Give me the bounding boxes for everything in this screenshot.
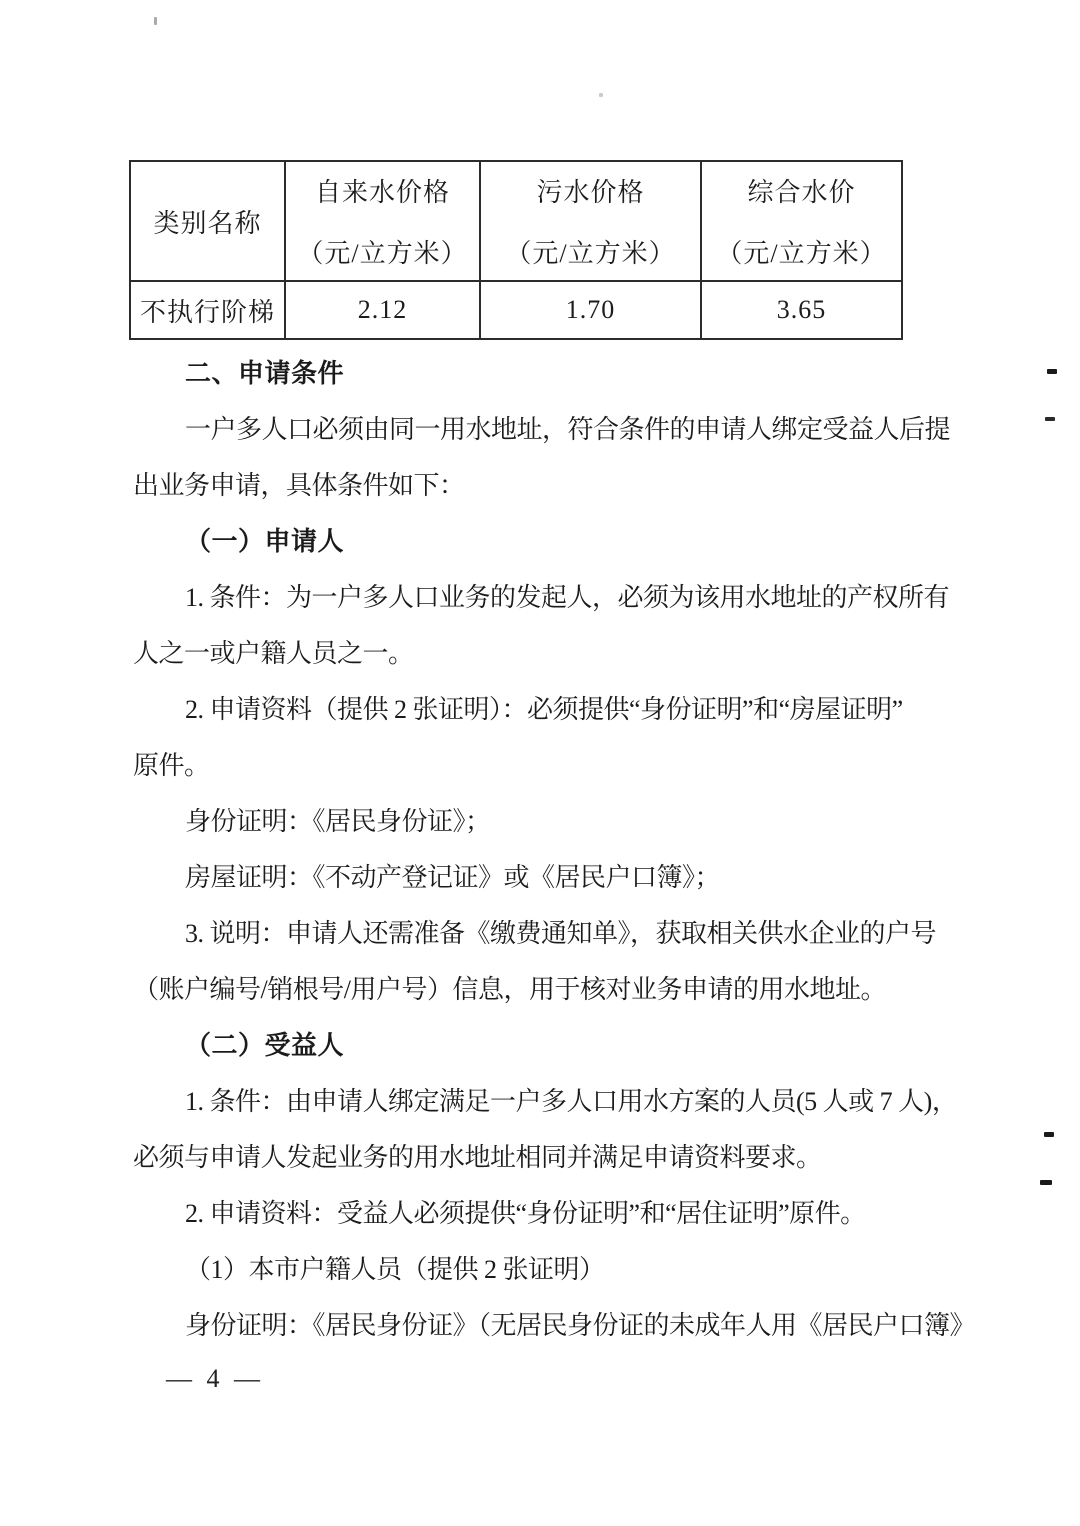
paragraph-line: 1. 条件：由申请人绑定满足一户多人口用水方案的人员(5 人或 7 人)， <box>185 1087 958 1116</box>
paragraph-line: 原件。 <box>133 751 210 780</box>
table-header-label: 污水价格 <box>536 178 645 207</box>
table-header-sewage <box>480 161 701 281</box>
table-header-combined <box>701 161 902 281</box>
paragraph-line: 一户多人口必须由同一用水地址，符合条件的申请人绑定受益人后提 <box>185 415 951 444</box>
scan-noise-mark <box>154 17 157 25</box>
table-header-label: 类别名称 <box>153 208 262 238</box>
table-row <box>130 281 902 339</box>
page-number: — 4 — <box>166 1364 264 1393</box>
scan-noise-mark <box>599 93 603 97</box>
scan-noise-mark <box>1044 1132 1054 1137</box>
paragraph-line: 2. 申请资料：受益人必须提供“身份证明”和“居住证明”原件。 <box>185 1199 866 1228</box>
scan-noise-mark <box>1045 417 1055 421</box>
document-body <box>133 346 993 1354</box>
paragraph-line: 2. 申请资料（提供 2 张证明）：必须提供“身份证明”和“房屋证明” <box>185 695 903 724</box>
paragraph-line: 3. 说明：申请人还需准备《缴费通知单》，获取相关供水企业的户号 <box>185 919 937 948</box>
paragraph-line: 1. 条件：为一户多人口业务的发起人，必须为该用水地址的产权所有 <box>185 583 950 612</box>
table-cell-sewage-price: 1.70 <box>480 281 701 339</box>
table-cell-category: 不执行阶梯 <box>130 281 285 339</box>
table-header-unit: （元/立方米） <box>716 239 887 268</box>
paragraph-line: 必须与申请人发起业务的用水地址相同并满足申请资料要求。 <box>133 1143 822 1172</box>
paragraph-line: 人之一或户籍人员之一。 <box>133 639 414 668</box>
table-header-label: 综合水价 <box>747 178 856 207</box>
water-price-table <box>129 160 903 340</box>
paragraph-line: 身份证明：《居民身份证》（无居民身份证的未成年人用《居民户口簿》 <box>185 1311 976 1340</box>
paragraph-line: （1）本市户籍人员（提供 2 张证明） <box>185 1255 605 1284</box>
paragraph-line: 身份证明：《居民身份证》； <box>185 807 491 836</box>
section-heading: 二、申请条件 <box>185 359 345 388</box>
scan-noise-mark <box>1047 369 1057 374</box>
subsection-heading: （二）受益人 <box>185 1031 345 1060</box>
paragraph-line: （账户编号/销根号/用户号）信息，用于核对业务申请的用水地址。 <box>133 975 886 1004</box>
table-header-tapwater <box>285 161 480 281</box>
paragraph-line: 出业务申请，具体条件如下： <box>133 471 465 500</box>
table-cell-tapwater-price: 2.12 <box>285 281 480 339</box>
table-header-unit: （元/立方米） <box>297 239 468 268</box>
table-header-category <box>130 161 285 281</box>
scan-noise-mark <box>1040 1180 1052 1185</box>
subsection-heading: （一）申请人 <box>185 527 345 556</box>
table-header-row <box>130 161 902 281</box>
paragraph-line: 房屋证明：《不动产登记证》或《居民户口簿》； <box>185 863 721 892</box>
table-header-unit: （元/立方米） <box>505 239 676 268</box>
table-cell-combined-price: 3.65 <box>701 281 902 339</box>
table-header-label: 自来水价格 <box>314 178 450 207</box>
